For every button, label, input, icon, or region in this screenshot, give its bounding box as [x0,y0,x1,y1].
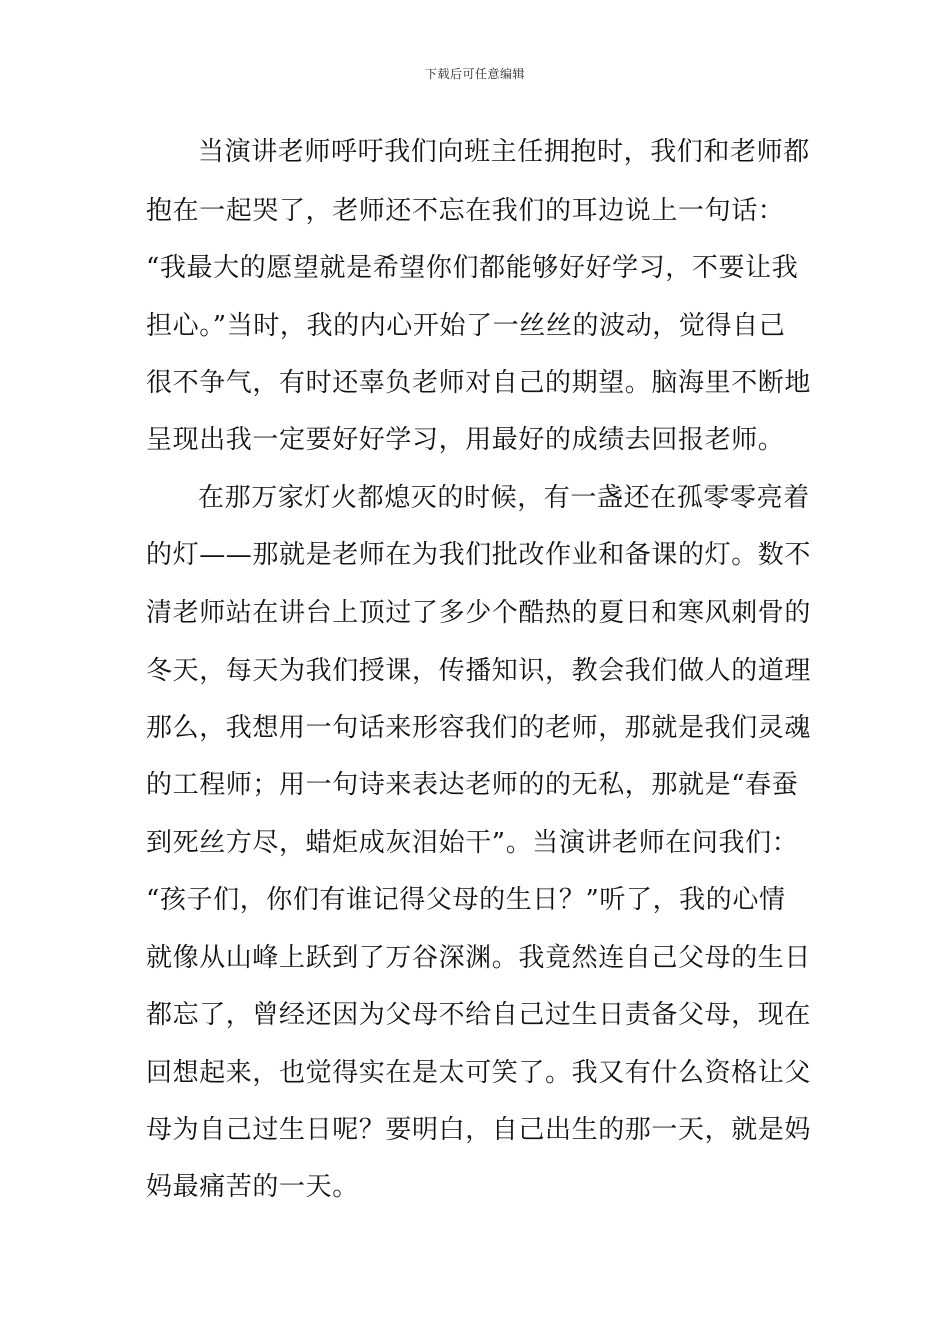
text-line: 当演讲老师呼吁我们向班主任拥抱时，我们和老师都 [198,137,810,167]
text-line: 担心。”当时，我的内心开始了一丝丝的波动，觉得自己 [146,311,786,341]
text-line: 冬天，每天为我们授课，传播知识，教会我们做人的道理 [146,656,812,686]
text-line: “我最大的愿望就是希望你们都能够好好学习，不要让我 [146,253,799,283]
page-header: 下载后可任意编辑 [424,67,525,81]
text-line: 都忘了，曾经还因为父母不给自己过生日责备父母，现在 [146,1000,812,1030]
text-line: 回想起来，也觉得实在是太可笑了。我又有什么资格让父 [146,1058,812,1088]
text-line: 的灯——那就是老师在为我们批改作业和备课的灯。数不 [146,540,812,570]
text-line: 呈现出我一定要好好学习，用最好的成绩去回报老师。 [146,425,785,455]
text-line: 就像从山峰上跃到了万谷深渊。我竟然连自己父母的生日 [146,943,812,973]
text-line: 妈最痛苦的一天。 [146,1172,359,1202]
text-line: 母为自己过生日呢？要明白，自己出生的那一天，就是妈 [146,1115,812,1145]
text-line: 到死丝方尽，蜡炬成灰泪始干”。当演讲老师在问我们： [146,828,799,858]
text-line: 清老师站在讲台上顶过了多少个酷热的夏日和寒风刺骨的 [146,598,812,628]
text-line: “孩子们，你们有谁记得父母的生日？”听了，我的心情 [146,885,786,915]
text-line: 那么，我想用一句话来形容我们的老师，那就是我们灵魂 [146,713,812,743]
text-line: 抱在一起哭了，老师还不忘在我们的耳边说上一句话： [146,196,785,226]
text-line: 很不争气，有时还辜负老师对自己的期望。脑海里不断地 [146,368,812,398]
text-line: 的工程师；用一句诗来表达老师的的无私，那就是“春蚕 [146,770,799,800]
text-line: 在那万家灯火都熄灭的时候，有一盏还在孤零零亮着 [198,483,810,513]
